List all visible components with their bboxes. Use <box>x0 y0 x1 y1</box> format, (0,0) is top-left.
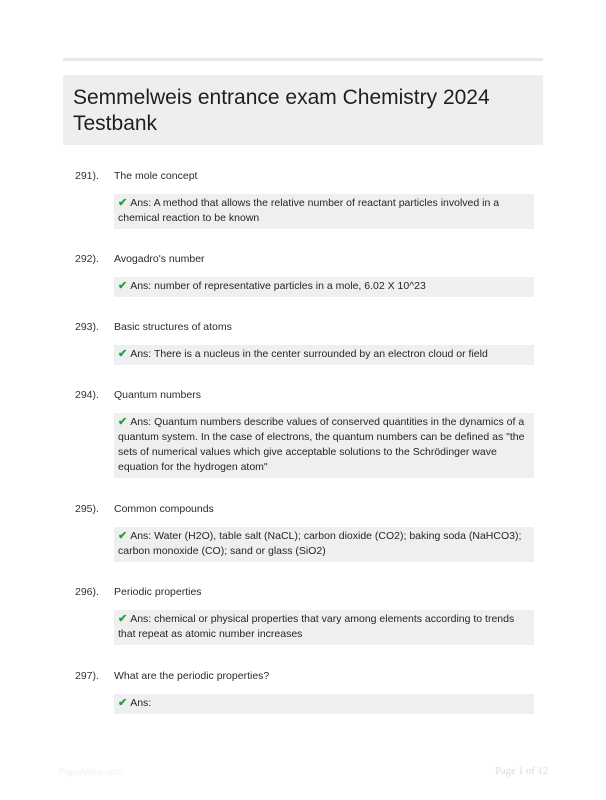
question-text: Avogadro's number <box>114 253 205 265</box>
question-number: 295). <box>75 503 99 515</box>
title-banner <box>63 75 543 145</box>
answer-box <box>114 413 534 478</box>
check-icon: ✔ <box>118 416 128 428</box>
question-number: 292). <box>75 253 99 265</box>
answer-text: Ans: chemical or physical properties that vary among elements according to trends that repeat as atomic number increases <box>118 613 515 640</box>
top-divider <box>63 58 543 61</box>
answer-text: Ans: A method that allows the relative number of reactant particles involved in a chemical reaction to be known <box>118 197 500 224</box>
answer-box <box>114 277 534 297</box>
question-number: 294). <box>75 389 99 401</box>
answer-box <box>114 345 534 365</box>
question-text: Common compounds <box>114 503 214 515</box>
answer-text: Ans: Quantum numbers describe values of conserved quantities in the dynamics of a quantum system. In the case of electrons, the quantum numbers can be defined as "the sets of numerical values which give acceptable solutions to the Schrödinger wave equation for the hydrogen atom" <box>118 416 525 473</box>
footer-watermark: PaperWibe.com <box>59 767 124 777</box>
question-number: 297). <box>75 670 99 682</box>
question-number: 291). <box>75 170 99 182</box>
answer-box <box>114 194 534 229</box>
check-icon: ✔ <box>118 280 128 292</box>
check-icon: ✔ <box>118 348 128 360</box>
question-number: 293). <box>75 321 99 333</box>
check-icon: ✔ <box>118 613 128 625</box>
question-text: Periodic properties <box>114 586 202 598</box>
check-icon: ✔ <box>118 697 128 709</box>
check-icon: ✔ <box>118 197 128 209</box>
question-text: The mole concept <box>114 170 198 182</box>
answer-text: Ans: <box>130 697 152 709</box>
check-icon: ✔ <box>118 530 128 542</box>
question-number: 296). <box>75 586 99 598</box>
answer-text: Ans: There is a nucleus in the center surrounded by an electron cloud or field <box>130 348 488 360</box>
question-text: What are the periodic properties? <box>114 670 270 682</box>
page-indicator: Page 1 of 12 <box>495 766 548 777</box>
answer-box <box>114 694 534 714</box>
question-text: Quantum numbers <box>114 389 201 401</box>
answer-text: Ans: number of representative particles in a mole, 6.02 X 10^23 <box>130 280 426 292</box>
document-title: Semmelweis entrance exam Chemistry 2024 Testbank <box>73 86 490 135</box>
answer-text: Ans: Water (H2O), table salt (NaCL); carbon dioxide (CO2); baking soda (NaHCO3); carbon monoxide (CO); sand or glass (SiO2) <box>118 530 522 557</box>
question-text: Basic structures of atoms <box>114 321 232 333</box>
answer-box <box>114 527 534 562</box>
answer-box <box>114 610 534 645</box>
